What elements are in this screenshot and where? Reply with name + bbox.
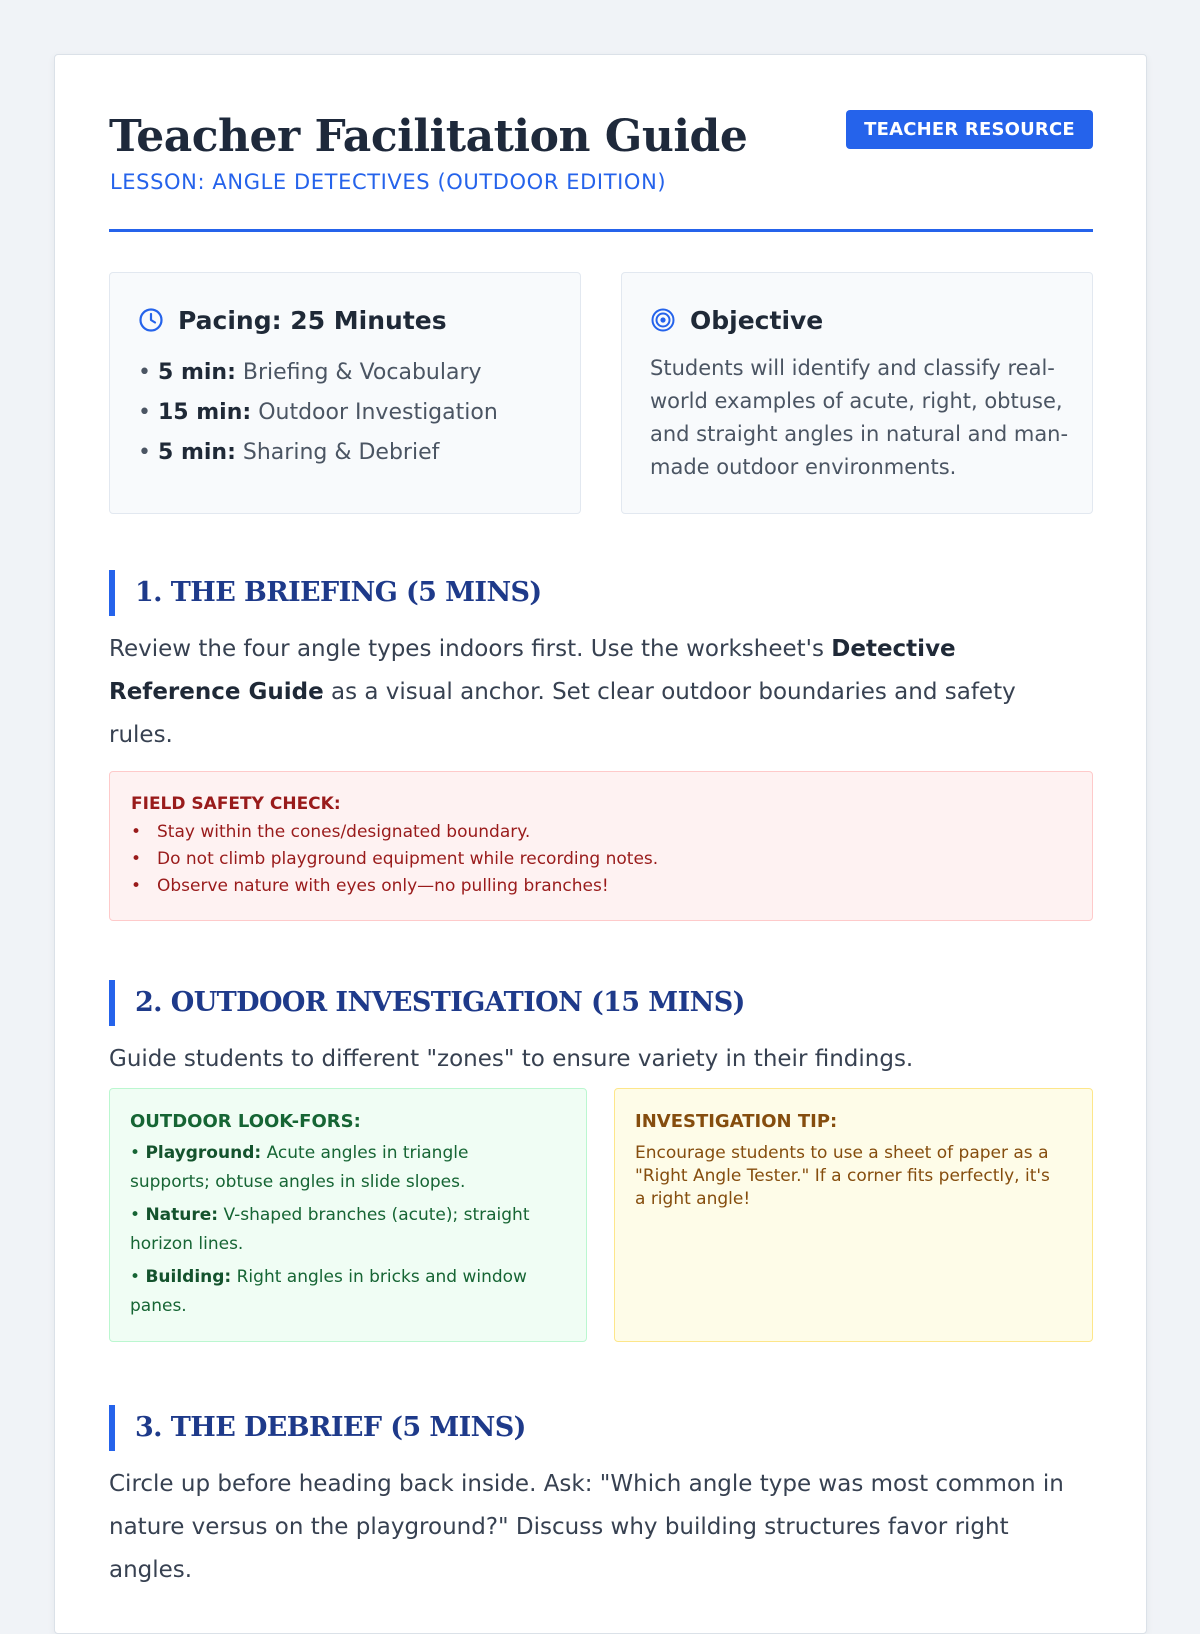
lesson-subtitle: LESSON: ANGLE DETECTIVES (OUTDOOR EDITION) [110, 170, 667, 194]
section-title-briefing: 1. THE BRIEFING (5 MINS) [135, 577, 542, 608]
list-item: • Observe nature with eyes only—no pulling branches! [131, 873, 658, 900]
list-item: • 15 min: Outdoor Investigation [138, 400, 498, 425]
section-accent-bar [109, 1405, 115, 1451]
briefing-paragraph: Review the four angle types indoors first. Use the worksheet's Detective Reference Guide as a visual anchor. Set clear outdoor boundaries and safety rules. [109, 636, 1016, 748]
target-icon [650, 307, 676, 333]
pacing-heading-row [138, 303, 447, 337]
list-item: • Playground: Acute angles in triangle supports; obtuse angles in slide slopes. [130, 1143, 469, 1192]
pacing-panel [109, 272, 581, 514]
objective-heading-row [650, 303, 823, 337]
section-accent-bar [109, 980, 115, 1026]
list-item: • Stay within the cones/designated boundary. [131, 819, 658, 846]
safety-callout [109, 771, 1093, 921]
investigation-tip-callout [614, 1088, 1093, 1342]
list-item: • 5 min: Briefing & Vocabulary [138, 360, 482, 385]
objective-panel [621, 272, 1093, 514]
list-item: • Nature: V-shaped branches (acute); straight horizon lines. [130, 1205, 530, 1254]
investigation-paragraph: Guide students to different "zones" to ensure variety in their findings. [109, 1046, 914, 1072]
page-title: Teacher Facilitation Guide [109, 111, 748, 162]
lookfors-title: OUTDOOR LOOK-FORS: [130, 1111, 361, 1132]
debrief-paragraph: Circle up before heading back inside. Ask: "Which angle type was most common in nature versus on the playground?" Discuss why building structures favor right angles. [109, 1471, 1064, 1583]
lookfors-callout [109, 1088, 587, 1342]
safety-list [131, 819, 658, 900]
header-divider [109, 229, 1093, 232]
pacing-heading: Pacing: 25 Minutes [178, 305, 447, 335]
list-item: • Building: Right angles in bricks and window panes. [130, 1267, 527, 1316]
teacher-resource-badge: TEACHER RESOURCE [846, 110, 1093, 149]
guide-card [54, 54, 1147, 1634]
list-item: • 5 min: Sharing & Debrief [138, 440, 440, 465]
section-title-debrief: 3. THE DEBRIEF (5 MINS) [135, 1412, 526, 1443]
list-item: • Do not climb playground equipment while recording notes. [131, 846, 658, 873]
pacing-list [138, 353, 498, 473]
lookfors-list [130, 1139, 550, 1325]
objective-heading: Objective [690, 305, 824, 335]
section-accent-bar [109, 570, 115, 616]
clock-icon [138, 307, 164, 333]
tip-title: INVESTIGATION TIP: [635, 1111, 838, 1132]
section-title-investigation: 2. OUTDOOR INVESTIGATION (15 MINS) [135, 987, 745, 1018]
tip-text: Encourage students to use a sheet of paper as a "Right Angle Tester." If a corner fits perfectly, it's a right angle! [635, 1143, 1050, 1209]
safety-title: FIELD SAFETY CHECK: [131, 794, 341, 814]
objective-text: Students will identify and classify real-world examples of acute, right, obtuse, and straight angles in natural and man-made outdoor environments. [650, 356, 1069, 479]
